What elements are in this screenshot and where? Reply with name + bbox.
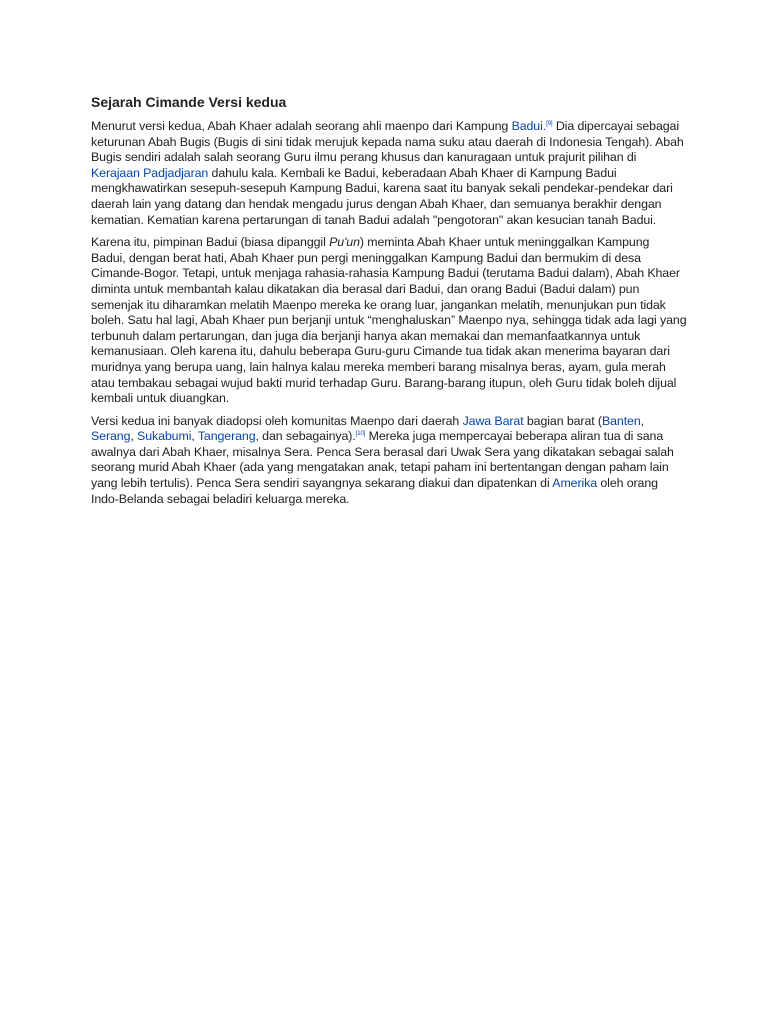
reference-9[interactable]: [9] xyxy=(546,120,553,127)
link-tangerang[interactable]: Tangerang xyxy=(197,429,256,444)
text: Karena itu, pimpinan Badui (biasa dipanggil xyxy=(91,235,330,250)
separator: , xyxy=(130,429,138,444)
text: bagian barat ( xyxy=(523,413,602,428)
emphasis-puun: Pu'un xyxy=(329,235,360,250)
text: dahulu kala. Kembali ke Badui, keberadaan Abah Khaer di Kampung Badui mengkhawatirkan sesepuh-sesepuh Kampung Badui, karena saat itu banyak sekali pendekar-pendekar dari daerah lain yang datang dan hendak mengadu jurus dengan Abah Khaer, dan semuanya berakhir dengan kematian. Kematian karena pertarungan di tanah Badui adalah "pengotoran" akan kesucian tanah Badui. xyxy=(91,165,673,227)
text: Versi kedua ini banyak diadopsi oleh komunitas Maenpo dari daerah xyxy=(91,413,463,428)
separator: , xyxy=(640,413,644,428)
text: oleh orang Indo-Belanda sebagai beladiri keluarga mereka. xyxy=(91,476,658,506)
text: Menurut versi kedua, Abah Khaer adalah seorang ahli maenpo dari Kampung xyxy=(91,119,512,133)
link-jawa-barat[interactable]: Jawa Barat xyxy=(462,413,524,428)
link-amerika[interactable]: Amerika xyxy=(552,476,598,491)
text: ) meminta Abah Khaer untuk meninggalkan Kampung Badui, dengan berat hati, Abah Khaer pun pergi meninggalkan Kampung Badui dan bermukim di desa Cimande-Bogor. Tetapi, untuk menjaga rahasia-rahasia Kampung Badui (terutama Badui dalam), Abah Khaer diminta untuk membantah kalau dikatakan dia berasal dari Badui, dan orang Badui (Badui dalam) pun semenjak itu diharamkan melatih Maenpo mereka ke orang luar, jangankan melatih, menunjukan pun tidak boleh. Satu hal lagi, Abah Khaer pun berjanji untuk “menghaluskan” Maenpo nya, sehingga tidak ada lagi yang terbunuh dalam pertarungan, dan juga dia berjanji hanya akan memakai dan memanfaatkannya untuk kemanusiaan. Oleh karena itu, dahulu beberapa Guru-guru Cimande tua tidak akan menerima bayaran dari muridnya yang berupa uang, lain halnya kalau mereka memberi barang misalnya beras, ayam, gula merah atau tembakau sebagai wujud bakti murid terhadap Guru. Barang-barang itupun, oleh Guru tidak boleh dijual kembali untuk diuangkan. xyxy=(91,235,687,406)
reference-10[interactable]: [10] xyxy=(355,431,366,438)
link-serang[interactable]: Serang xyxy=(91,429,131,444)
text: , dan sebagainya). xyxy=(255,429,356,444)
link-kerajaan-padjadjaran[interactable]: Kerajaan Padjadjaran xyxy=(91,165,209,180)
text: Dia dipercayai sebagai keturunan Abah Bugis (Bugis di sini tidak merujuk kepada nama suku atau daerah di Indonesia Tengah). Abah Bugis sendiri adalah salah seorang Guru ilmu perang khusus dan kanuragaan untuk prajurit pilihan di xyxy=(91,119,684,165)
section-heading: Sejarah Cimande Versi kedua xyxy=(91,94,287,110)
article xyxy=(91,92,687,514)
link-banten[interactable]: Banten xyxy=(601,413,641,428)
paragraph-3 xyxy=(91,414,687,508)
link-sukabumi[interactable]: Sukabumi xyxy=(137,429,192,444)
separator: , xyxy=(191,429,198,444)
paragraph-1 xyxy=(91,119,687,228)
paragraph-2 xyxy=(91,235,687,407)
link-badui[interactable]: Badui. xyxy=(511,119,547,133)
text: Mereka juga mempercayai beberapa aliran tua di sana awalnya dari Abah Khaer, misalnya Sera. Penca Sera berasal dari Uwak Sera yang dikatakan sebagai salah seorang murid Abah Khaer (ada yang mengatakan anak, tetapi paham ini bertentangan dengan paham lain yang lebih tertulis). Penca Sera sendiri sayangnya sekarang diakui dan dipatenkan di xyxy=(91,429,674,491)
